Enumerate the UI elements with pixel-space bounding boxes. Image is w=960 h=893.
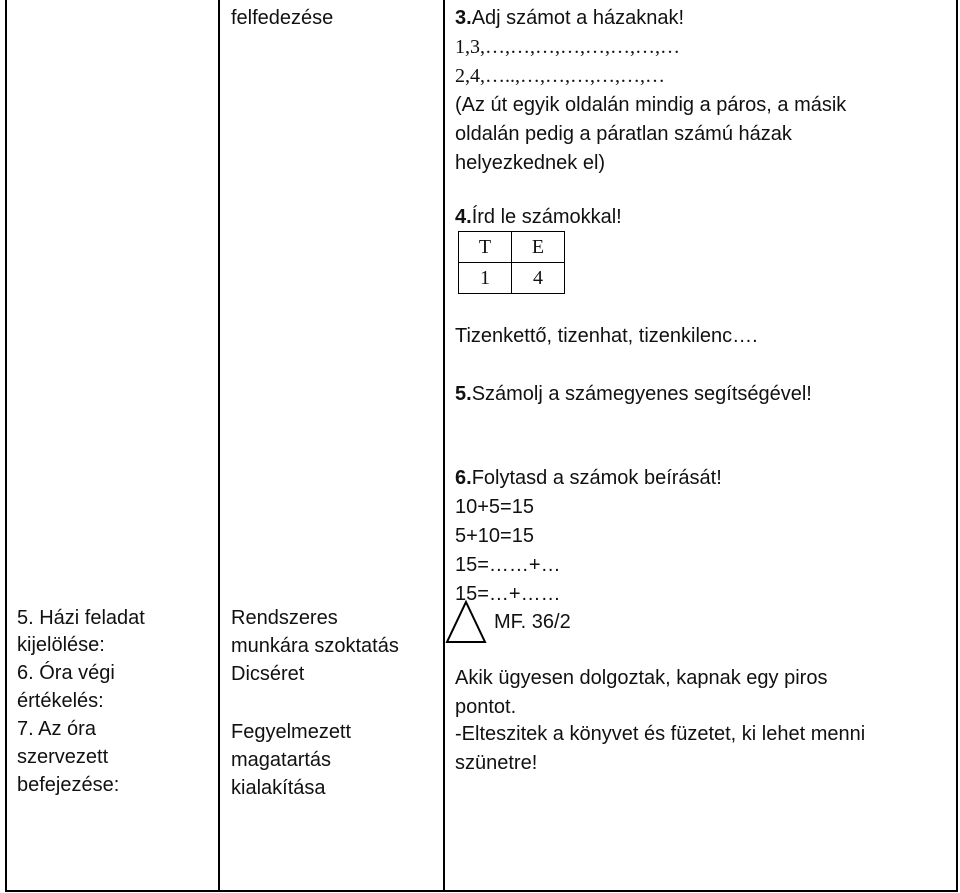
second-line-6: magatartás <box>231 749 332 771</box>
task4-title: Írd le számokkal! <box>471 206 622 228</box>
closing-line2: pontot. <box>455 696 517 718</box>
left-line-7: befejezése: <box>17 774 120 796</box>
task6-line2: 5+10=15 <box>455 525 534 547</box>
te-value-e: 4 <box>512 263 565 294</box>
task3-heading <box>455 4 684 33</box>
task3-line1: 1,3,…,…,…,…,…,…,…,… <box>455 36 680 58</box>
task3-note2: oldalán pedig a páratlan számú házak <box>455 123 792 145</box>
left-line-6: szervezett <box>17 746 109 768</box>
task3-line2: 2,4,…..,…,…,…,…,…,… <box>455 65 665 87</box>
left-line-4: értékelés: <box>17 690 104 712</box>
left-line-1: 5. Házi feladat <box>17 607 145 629</box>
column-divider-1 <box>218 0 220 890</box>
task6-number: 6. <box>455 467 472 489</box>
task6-line4: 15=…+…… <box>455 583 561 605</box>
closing-line3: -Elteszitek a könyvet és füzetet, ki lehet menni <box>455 723 866 745</box>
te-table-value-row <box>459 263 565 294</box>
te-table-header-row <box>459 232 565 263</box>
task3-number: 3. <box>455 7 472 29</box>
task4-words: Tizenkettő, tizenhat, tizenkilenc…. <box>455 325 758 347</box>
closing-line1: Akik ügyesen dolgoztak, kapnak egy piros <box>455 667 828 689</box>
task5-title: Számolj a számegyenes segítségével! <box>471 383 812 405</box>
second-col-top: felfedezése <box>231 7 334 29</box>
te-table <box>458 231 565 294</box>
task6-heading <box>455 464 722 493</box>
task6-title: Folytasd a számok beírását! <box>471 467 722 489</box>
second-line-3: Dicséret <box>231 663 305 685</box>
task3-note3: helyezkednek el) <box>455 152 606 174</box>
second-line-7: kialakítása <box>231 777 326 799</box>
task3-note1: (Az út egyik oldalán mindig a páros, a másik <box>455 94 847 116</box>
triangle-icon <box>443 598 489 646</box>
task6-line3: 15=……+… <box>455 554 561 576</box>
task4-number: 4. <box>455 206 472 228</box>
te-header-t: T <box>459 232 512 263</box>
second-line-1: Rendszeres <box>231 607 338 629</box>
column-divider-2 <box>443 0 445 890</box>
task6-mf: MF. 36/2 <box>494 611 571 633</box>
te-header-e: E <box>512 232 565 263</box>
task4-heading <box>455 203 622 232</box>
left-line-2: kijelölése: <box>17 634 105 656</box>
closing-line4: szünetre! <box>455 752 538 774</box>
left-line-5: 7. Az óra <box>17 718 96 740</box>
second-line-5: Fegyelmezett <box>231 721 352 743</box>
task3-title: Adj számot a házaknak! <box>471 7 685 29</box>
te-value-t: 1 <box>459 263 512 294</box>
task5-number: 5. <box>455 383 472 405</box>
task5-heading <box>455 380 812 409</box>
left-line-3: 6. Óra végi <box>17 662 115 684</box>
task6-line1: 10+5=15 <box>455 496 534 518</box>
second-line-2: munkára szoktatás <box>231 635 399 657</box>
